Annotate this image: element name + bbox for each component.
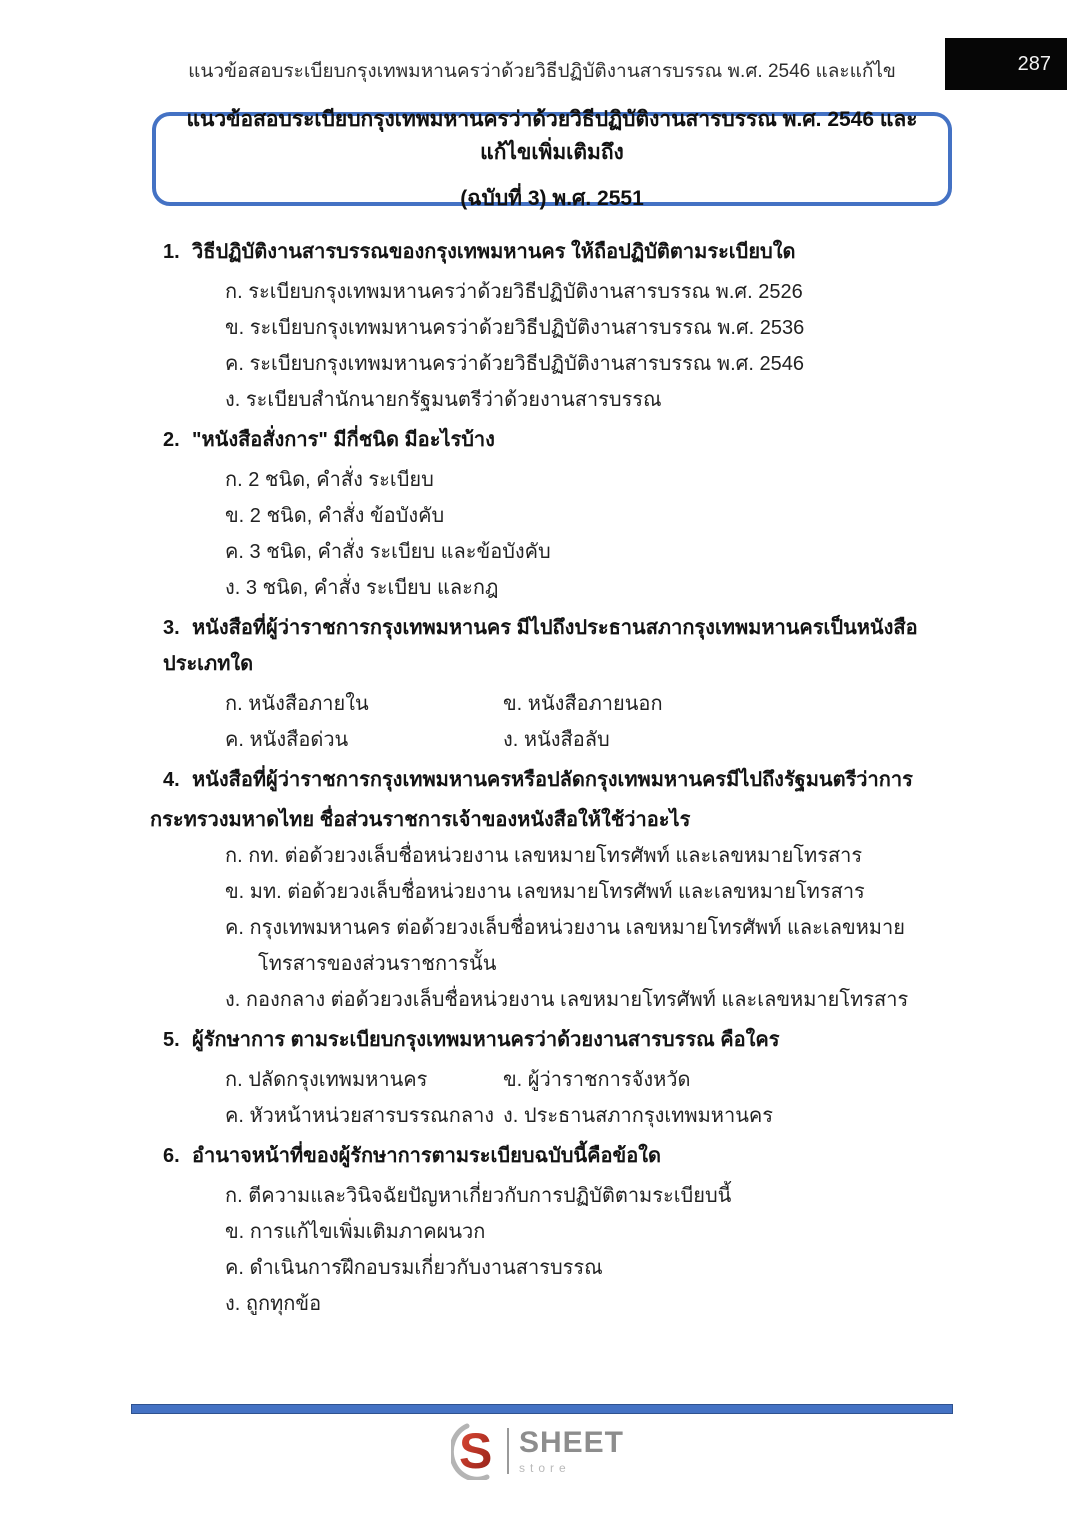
sheet-store-s-icon (451, 1422, 501, 1480)
sheet-store-logo (451, 1422, 624, 1480)
question-6-option-b: ข. การแก้ไขเพิ่มเติมภาคผนวก (225, 1221, 486, 1243)
question-3-option-d: ง. หนังสือลับ (503, 729, 610, 751)
question-1-option-d: ง. ระเบียบสำนักนายกรัฐมนตรีว่าด้วยงานสารบรรณ (225, 389, 662, 411)
exam-title-box (152, 108, 952, 210)
question-3-option-c: ค. หนังสือด่วน (225, 729, 349, 751)
question-1-option-b: ข. ระเบียบกรุงเทพมหานครว่าด้วยวิธีปฏิบัติงานสารบรรณ พ.ศ. 2536 (225, 317, 805, 339)
question-3-options-row1 (163, 686, 973, 722)
question-5-option-c: ค. หัวหน้าหน่วยสารบรรณกลาง (225, 1105, 495, 1127)
question-4 (163, 762, 973, 798)
question-3-option-b: ข. หนังสือภายนอก (503, 693, 663, 715)
footer-logo-area (0, 1422, 1075, 1480)
question-3 (163, 610, 973, 682)
exam-title-line1: แนวข้อสอบระเบียบกรุงเทพมหานครว่าด้วยวิธีปฏิบัติงานสารบรรณ พ.ศ. 2546 และแก้ไขเพิ่มเติมถึง (186, 108, 918, 164)
question-2-option-d: ง. 3 ชนิด, คำสั่ง ระเบียบ และกฎ (225, 577, 499, 599)
question-1-text: วิธีปฏิบัติงานสารบรรณของกรุงเทพมหานคร ให้ถือปฏิบัติตามระเบียบใด (192, 241, 796, 263)
page-number-badge (945, 38, 1067, 90)
question-5-text: ผู้รักษาการ ตามระเบียบกรุงเทพมหานครว่าด้วยงานสารบรรณ คือใคร (192, 1029, 780, 1051)
question-2 (163, 422, 973, 458)
logo-subtitle: store (518, 1460, 571, 1475)
question-6-number: 6. (163, 1145, 180, 1167)
question-1-number: 1. (163, 241, 180, 263)
question-1-option-a: ก. ระเบียบกรุงเทพมหานครว่าด้วยวิธีปฏิบัติงานสารบรรณ พ.ศ. 2526 (225, 281, 803, 303)
question-3-options-row2 (163, 722, 973, 758)
logo-letter: S (458, 1423, 493, 1479)
question-6-option-d: ง. ถูกทุกข้อ (225, 1293, 322, 1315)
question-5-option-d: ง. ประธานสภากรุงเทพมหานคร (503, 1105, 773, 1127)
question-4-option-c: ค. กรุงเทพมหานคร ต่อด้วยวงเล็บชื่อหน่วยงาน เลขหมายโทรศัพท์ และเลขหมาย (225, 917, 905, 939)
question-2-text: "หนังสือสั่งการ" มีกี่ชนิด มีอะไรบ้าง (192, 429, 495, 451)
question-4-text-line2: กระทรวงมหาดไทย ชื่อส่วนราชการเจ้าของหนังสือให้ใช้ว่าอะไร (150, 809, 691, 831)
exam-title-line2: (ฉบับที่ 3) พ.ศ. 2551 (460, 187, 644, 210)
logo-name: SHEET (518, 1425, 625, 1459)
question-5-number: 5. (163, 1029, 180, 1051)
question-5 (163, 1022, 973, 1058)
question-2-number: 2. (163, 429, 180, 451)
question-2-option-b: ข. 2 ชนิด, คำสั่ง ข้อบังคับ (225, 505, 445, 527)
question-4-text: หนังสือที่ผู้ว่าราชการกรุงเทพมหานครหรือปลัดกรุงเทพมหานครมีไปถึงรัฐมนตรีว่าการ (192, 769, 913, 791)
question-4-option-b: ข. มท. ต่อด้วยวงเล็บชื่อหน่วยงาน เลขหมายโทรศัพท์ และเลขหมายโทรสาร (225, 881, 865, 903)
logo-divider-line (507, 1428, 509, 1474)
question-6 (163, 1138, 973, 1174)
question-3-text: หนังสือที่ผู้ว่าราชการกรุงเทพมหานคร มีไปถึงประธานสภากรุงเทพมหานครเป็นหนังสือประเภทใด (163, 617, 918, 675)
question-3-number: 3. (163, 617, 180, 639)
question-6-text: อำนาจหน้าที่ของผู้รักษาการตามระเบียบฉบับนี้คือข้อใด (192, 1145, 661, 1167)
question-5-options-row2 (163, 1098, 973, 1134)
question-4-option-a: ก. กท. ต่อด้วยวงเล็บชื่อหน่วยงาน เลขหมายโทรศัพท์ และเลขหมายโทรสาร (225, 845, 863, 867)
question-2-option-c: ค. 3 ชนิด, คำสั่ง ระเบียบ และข้อบังคับ (225, 541, 551, 563)
question-4-option-c-continuation: โทรสารของส่วนราชการนั้น (258, 953, 497, 975)
page-number: 287 (1017, 52, 1051, 75)
question-2-option-a: ก. 2 ชนิด, คำสั่ง ระเบียบ (225, 469, 434, 491)
question-3-option-a: ก. หนังสือภายใน (225, 693, 369, 715)
question-1-option-c: ค. ระเบียบกรุงเทพมหานครว่าด้วยวิธีปฏิบัติงานสารบรรณ พ.ศ. 2546 (225, 353, 804, 375)
question-6-option-c: ค. ดำเนินการฝึกอบรมเกี่ยวกับงานสารบรรณ (225, 1257, 603, 1279)
page-header-text: แนวข้อสอบระเบียบกรุงเทพมหานครว่าด้วยวิธีปฏิบัติงานสารบรรณ พ.ศ. 2546 และแก้ไข (188, 61, 896, 82)
question-5-options-row1 (163, 1062, 973, 1098)
logo-text (518, 1425, 625, 1475)
footer-divider-bar (131, 1404, 953, 1414)
question-4-option-d: ง. กองกลาง ต่อด้วยวงเล็บชื่อหน่วยงาน เลขหมายโทรศัพท์ และเลขหมายโทรสาร (225, 989, 909, 1011)
question-4-number: 4. (163, 769, 180, 791)
question-5-option-a: ก. ปลัดกรุงเทพมหานคร (225, 1069, 428, 1091)
questions-area (150, 230, 973, 1322)
question-5-option-b: ข. ผู้ว่าราชการจังหวัด (503, 1069, 691, 1091)
question-1 (163, 234, 973, 270)
question-6-option-a: ก. ตีความและวินิจฉัยปัญหาเกี่ยวกับการปฏิบัติตามระเบียบนี้ (225, 1185, 732, 1207)
